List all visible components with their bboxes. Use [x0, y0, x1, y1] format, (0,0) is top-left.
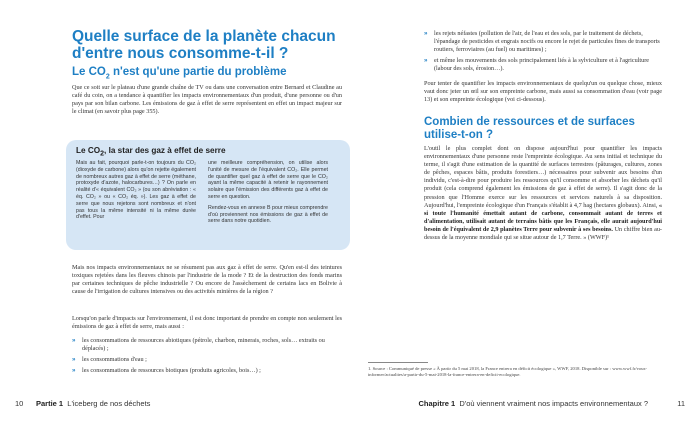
- footnote: 1. Source : Communiqué de presse « À partir du 5 mai 2018, la France entrera en déficit écologique », WWF, 2018. Disponible sur : www.wwf.fr/vous-informer/actualites/a-partir-du-5-mai-2018-la-france-entrera-en-deficit-ecologique.: [368, 366, 647, 377]
- box-title-suffix: , la star des gaz à effet de serre: [104, 146, 226, 155]
- list-item: » les consommations de ressources biotiques (produits agricoles, bois…) ;: [72, 367, 261, 375]
- bullet-icon: »: [72, 367, 76, 375]
- page-number: 11: [677, 399, 685, 408]
- body-paragraph: Lorsqu'on parle d'impacts sur l'environnement, il est donc important de prendre en compte non seulement les émissions de gaz à effet de serre, mais aussi :: [72, 315, 342, 331]
- body-paragraph: Pour tenter de quantifier les impacts environnementaux de quelqu'un ou quelque chose, mieux vaut donc jeter un œil sur son empreinte carbone, mais aussi sa consommation d'eau (voir page 13) et son empreinte écologique (voi ci-dessous).: [424, 80, 662, 104]
- subtitle-prefix: Le CO: [72, 66, 106, 78]
- info-box-column-1: [76, 160, 196, 221]
- section-title: Combien de ressources et de surfaces utilise-t-on ?: [424, 116, 635, 141]
- footer-title: L'iceberg de nos déchets: [67, 399, 151, 408]
- list-item: » les consommations d'eau ;: [72, 356, 147, 364]
- list-item: » les consommations de ressources abiotiques (pétrole, charbon, minerais, roches, sols… extraits ou déplacés) ;: [72, 337, 325, 353]
- page-number: 10: [15, 399, 24, 408]
- subtitle-suffix: n'est qu'une partie du problème: [109, 66, 287, 78]
- running-footer: [419, 399, 648, 408]
- footnote-divider: [368, 362, 428, 363]
- info-box-column-2: [208, 160, 328, 225]
- bullet-icon: »: [72, 356, 76, 364]
- footer-title: D'où viennent vraiment nos impacts environnementaux ?: [459, 399, 648, 408]
- impacts-list-continued: [424, 30, 662, 76]
- bullet-icon: »: [72, 337, 76, 344]
- running-footer: [36, 399, 150, 408]
- list-item: » les rejets néfastes (pollution de l'air, de l'eau et des sols, par le traitement de déchets, l'épandage de pesticides et engrais nocifs ou encore le rejet de particules fines de transports routiers, ferroviaires (au fuel) ou maritimes) ;: [424, 30, 660, 54]
- page-title: Quelle surface de la planète chacun d'entre nous consomme-t-il ?: [72, 28, 336, 62]
- box-title-prefix: Le CO: [76, 146, 101, 155]
- info-box-title: [76, 146, 226, 158]
- bullet-icon: »: [424, 30, 428, 37]
- ecological-footprint-paragraph: L'outil le plus complet dont on dispose aujourd'hui pour quantifier les impacts environnementaux d'une personne reste l'empreinte écologique. Au sens initial et technique du terme, il s'agit d'une estimation de la quantité de surfaces terrestres (pâturages, cultures, zones de pêches, espaces bâtis, produits forestiers…) nécessaires pour subvenir aux besoins d'un individu, c'est-à-dire pour produire les ressources qu'il consomme et absorber les déchets qu'il produit (cela comprend également les émissions de gaz à effet de serre). Il s'agit donc de la pression que l'Homme exerce sur les ressources et services naturels à sa disposition. Aujourd'hui, l'empreinte écologique d'un Français s'établit à 4,7 hag (hectares globaux). Ainsi, « si toute l'humanité émettait autant de carbone, consommait autant de terres et d'alimentation, utilisait autant de terrains bâtis que les Français, elle aurait aujourd'hui besoin de l'équivalent de 2,9 planètes Terre pour subvenir à ses besoins. Un chiffre bien au-dessus de la moyenne mondiale qui se situe autour de 1,7 Terre. » (WWF)¹: [424, 145, 662, 242]
- intro-paragraph: Que ce soit sur le plateau d'une grande chaîne de TV ou dans une conversation entre Bernard et Claudine au café du coin, on a tendance à quantifier les impacts environnementaux d'un produit, d'une personne ou d'un pays par son bilan carbone. Les émissions de gaz à effet de serre représentent en effet un impact majeur sur le climat (en savoir plus page 355).: [72, 84, 342, 116]
- bullet-icon: »: [424, 57, 428, 65]
- box-title-subscript: 2: [100, 150, 105, 158]
- impacts-list: [72, 337, 342, 378]
- co2-info-box: [66, 140, 350, 250]
- footer-part-label: Partie 1: [36, 399, 64, 408]
- subtitle-subscript: 2: [105, 73, 110, 81]
- info-box-text: Mais au fait, pourquoi parle-t-on toujours du CO₂ (dioxyde de carbone) alors qu'on rejette également de nombreux autres gaz à effet de serre (méthane, protoxyde d'azote, halocarbures…) ? On parle en réalité d'« équivalent CO₂ » (ou son abréviation : « éq. CO₂ » ou « CO₂ éq. »). Les gaz à effet de serre que nous rejetons sont nombreux et n'ont pas tous la même intensité ni la même durée d'effet. Pour: [76, 160, 196, 221]
- body-paragraph: Mais nos impacts environnementaux ne se résument pas aux gaz à effet de serre. Qu'en est-il des teintures toxiques rejetées dans les fleuves chinois par l'industrie de la mode ? Et de la destruction des fonds marins par certaines techniques de pêche industrielle ? Ou encore de l'assèchement de certains lacs en Bolivie à cause de l'irrigation de cultures intensives ou des activités minières de la région ?: [72, 264, 342, 296]
- list-item: » et même les mouvements des sols principalement liés à la sylviculture et à l'agriculture (labour des sols, érosion…).: [424, 57, 650, 73]
- footer-part-label: Chapitre 1: [418, 399, 456, 408]
- info-box-text: Rendez-vous en annexe B pour mieux comprendre d'où proviennent nos émissions de gaz à effet de serre dans notre quotidien.: [208, 204, 328, 225]
- section-subtitle: [72, 66, 342, 80]
- info-box-text: une meilleure compréhension, on utilise alors l'unité de mesure de l'équivalent CO₂. Elle permet de quantifier quel gaz à effet de serre que le CO₂ ayant la même capacité à retenir le rayonnement solaire que l'émission des différents gaz à effet de serre en question.: [208, 160, 328, 200]
- wwf-quote: « si toute l'humanité émettait autant de carbone, consommait autant de terres et d'alimentation, utilisait autant de terrains bâtis que les Français, elle aurait aujourd'hui besoin de l'équivalent de 2,9 planètes Terre pour subvenir à ses besoins.: [424, 201, 662, 233]
